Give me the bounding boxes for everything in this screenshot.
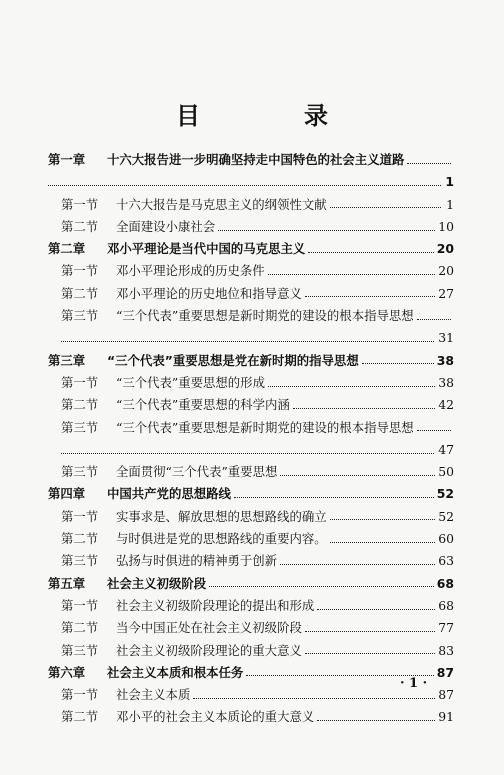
- toc-entry-title: “三个代表”重要思想是新时期党的建设的根本指导思想: [116, 308, 414, 324]
- leader-dots: [417, 319, 451, 320]
- leader-dots: [293, 408, 435, 409]
- toc-entry-number: 第一节: [61, 687, 99, 703]
- toc-entry-number: 第二节: [61, 531, 99, 547]
- leader-dots: [417, 430, 451, 431]
- leader-dots: [330, 542, 436, 543]
- leader-dots: [407, 163, 451, 164]
- toc-entry-page: 52: [436, 486, 454, 502]
- toc-entry-number: 第三章: [48, 352, 86, 368]
- toc-entry-title: 邓小平理论是当代中国的马克思主义: [107, 241, 306, 257]
- toc-entry-page: 77: [438, 620, 454, 636]
- toc-entry-number: 第三节: [61, 419, 99, 435]
- toc-entry-page: 68: [436, 575, 454, 591]
- toc-entry-number: 第五章: [48, 575, 86, 591]
- toc-entry-title: 与时俱进是党的思想路线的重要内容。: [116, 531, 327, 547]
- toc-entry-title: 实事求是、解放思想的思想路线的确立: [116, 508, 327, 524]
- toc-entry-number: 第二节: [61, 218, 99, 234]
- toc-section-entry: [48, 706, 454, 728]
- toc-entry-page: 42: [438, 397, 454, 413]
- toc-entry-title: 全面建设小康社会: [116, 218, 216, 234]
- toc-section-entry: [48, 372, 454, 394]
- toc-entry-number: 第三节: [61, 308, 99, 324]
- toc-entry-number: 第一节: [61, 597, 99, 613]
- leader-dots: [308, 252, 434, 253]
- toc-section-entry: [48, 506, 454, 528]
- leader-dots: [61, 341, 434, 342]
- leader-dots: [305, 631, 435, 632]
- toc-entry-page: 20: [436, 241, 454, 257]
- toc-entry-number: 第三节: [61, 642, 99, 658]
- toc-section-entry: [48, 216, 454, 238]
- toc-entry-title: “三个代表”重要思想是新时期党的建设的根本指导思想: [116, 419, 414, 435]
- toc-entry-page: 38: [436, 352, 454, 368]
- toc-entry-title: 邓小平的社会主义本质论的重大意义: [116, 709, 315, 725]
- toc-entry-page: 27: [438, 285, 454, 301]
- table-of-contents: [48, 149, 454, 729]
- toc-chapter-entry: [48, 662, 454, 684]
- toc-chapter-entry: [48, 149, 454, 171]
- toc-entry-title: 社会主义初级阶段理论的重大意义: [116, 642, 302, 658]
- toc-entry-number: 第一章: [48, 152, 86, 167]
- leader-dots: [61, 453, 434, 454]
- toc-section-entry: [48, 550, 454, 572]
- toc-chapter-entry: [48, 238, 454, 260]
- toc-entry-page: 83: [438, 642, 454, 658]
- toc-section-entry: [48, 394, 454, 416]
- leader-dots: [362, 363, 434, 364]
- toc-entry-page: 52: [438, 508, 454, 524]
- toc-entry-page: 10: [438, 218, 454, 234]
- toc-entry-title: 中国共产党的思想路线: [107, 486, 231, 502]
- toc-entry-title: 十六大报告进一步明确坚持走中国特色的社会主义道路: [107, 152, 405, 167]
- toc-entry-page: 87: [438, 687, 454, 703]
- toc-entry-number: 第一节: [61, 374, 99, 390]
- toc-section-entry: [48, 305, 454, 327]
- leader-dots: [305, 653, 435, 654]
- toc-section-entry: [48, 461, 454, 483]
- toc-entry-page: 68: [438, 597, 454, 613]
- toc-entry-title: “三个代表”重要思想是党在新时期的指导思想: [107, 352, 359, 368]
- leader-dots: [268, 274, 436, 275]
- leader-dots: [317, 609, 435, 610]
- toc-section-entry: [48, 528, 454, 550]
- toc-chapter-entry: [48, 573, 454, 595]
- toc-entry-number: 第二节: [61, 285, 99, 301]
- toc-entry-page: 31: [438, 330, 454, 346]
- toc-entry-number: 第二节: [61, 709, 99, 725]
- leader-dots: [268, 386, 435, 387]
- leader-dots: [280, 564, 435, 565]
- leader-dots: [330, 207, 441, 208]
- toc-section-entry: [48, 617, 454, 639]
- toc-entry-title: 社会主义初级阶段: [107, 575, 207, 591]
- leader-dots: [218, 230, 435, 231]
- page-title: 目 录: [176, 102, 368, 130]
- toc-entry-page: 1: [446, 196, 454, 212]
- toc-entry-page: 38: [438, 374, 454, 390]
- toc-chapter-entry: [48, 483, 454, 505]
- toc-entry-number: 第六章: [48, 664, 86, 680]
- toc-entry-title: 社会主义初级阶段理论的提出和形成: [116, 597, 315, 613]
- toc-entry-page: 91: [438, 709, 454, 725]
- toc-section-entry: [48, 194, 454, 216]
- toc-entry-title: “三个代表”重要思想的科学内涵: [116, 397, 290, 413]
- toc-entry-page: 87: [436, 664, 454, 680]
- toc-entry-number: 第二节: [61, 620, 99, 636]
- toc-entry-page: 47: [438, 441, 454, 457]
- leader-dots: [280, 475, 435, 476]
- toc-entry-title: 弘扬与时俱进的精神勇于创新: [116, 553, 278, 569]
- toc-entry-page: 20: [438, 263, 454, 279]
- leader-dots: [317, 720, 435, 721]
- toc-entry-title: 当今中国正处在社会主义初级阶段: [116, 620, 302, 636]
- toc-entry-title: 社会主义本质: [116, 687, 191, 703]
- toc-entry-number: 第一节: [61, 263, 99, 279]
- leader-dots: [330, 519, 436, 520]
- toc-entry-page: 63: [438, 553, 454, 569]
- toc-entry-page: 50: [438, 464, 454, 480]
- page-number: · 1 ·: [400, 676, 428, 691]
- toc-entry-number: 第二章: [48, 241, 86, 257]
- toc-entry-title: “三个代表”重要思想的形成: [116, 374, 265, 390]
- toc-section-entry: [48, 684, 454, 706]
- leader-dots: [234, 497, 434, 498]
- toc-entry-title: 邓小平理论的历史地位和指导意义: [116, 285, 302, 301]
- toc-entry-continuation: [48, 327, 454, 349]
- toc-entry-title: 十六大报告是马克思主义的纲领性文献: [116, 196, 327, 212]
- toc-entry-number: 第三节: [61, 553, 99, 569]
- toc-entry-page: 1: [445, 174, 454, 190]
- toc-entry-title: 社会主义本质和根本任务: [107, 664, 244, 680]
- toc-section-entry: [48, 260, 454, 282]
- toc-section-entry: [48, 640, 454, 662]
- toc-section-entry: [48, 283, 454, 305]
- toc-entry-number: 第二节: [61, 397, 99, 413]
- toc-entry-continuation: [48, 439, 454, 461]
- toc-entry-number: 第一节: [61, 196, 99, 212]
- toc-section-entry: [48, 595, 454, 617]
- toc-section-entry: [48, 417, 454, 439]
- leader-dots: [209, 586, 434, 587]
- toc-entry-title: 邓小平理论形成的历史条件: [116, 263, 265, 279]
- toc-entry-number: 第四章: [48, 486, 86, 502]
- toc-chapter-entry: [48, 350, 454, 372]
- toc-entry-page: 60: [438, 531, 454, 547]
- leader-dots: [193, 698, 435, 699]
- toc-entry-number: 第一节: [61, 508, 99, 524]
- toc-entry-number: 第三节: [61, 464, 99, 480]
- leader-dots: [48, 185, 441, 186]
- toc-entry-title: 全面贯彻“三个代表”重要思想: [116, 464, 278, 480]
- toc-entry-continuation: [48, 171, 454, 193]
- leader-dots: [305, 296, 435, 297]
